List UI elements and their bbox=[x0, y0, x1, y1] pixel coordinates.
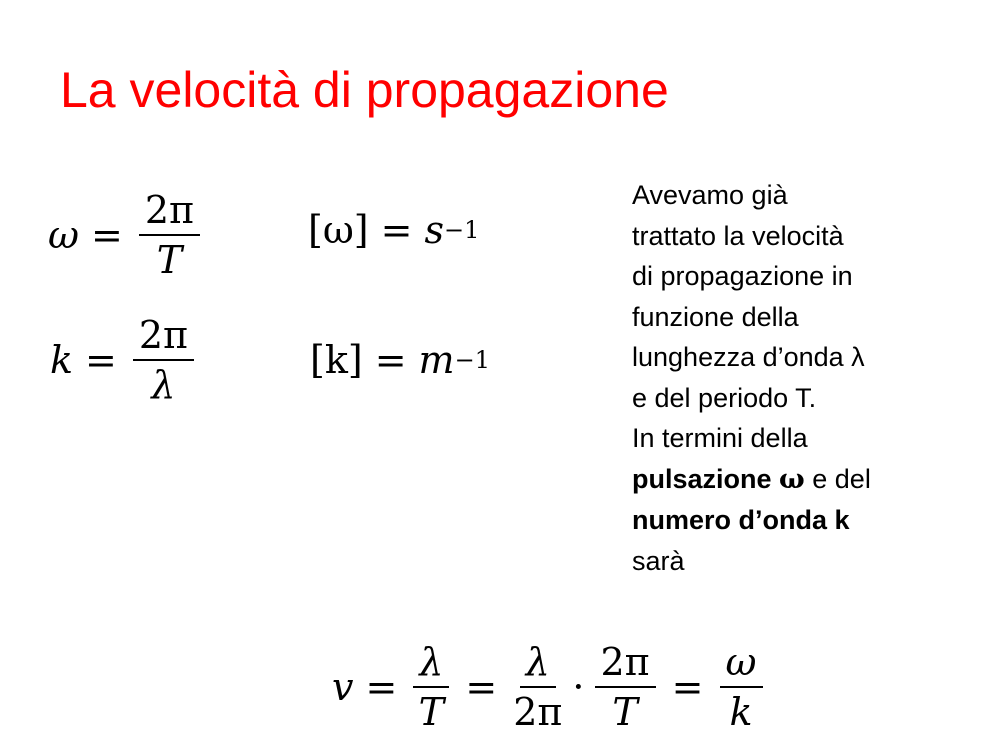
numerator: 2π bbox=[595, 642, 656, 688]
fraction bbox=[720, 642, 763, 732]
wavenumber-term: numero d’onda k bbox=[632, 505, 850, 535]
denominator: 2π bbox=[513, 690, 563, 734]
equals-sign: = bbox=[91, 213, 123, 257]
pulsazione-term: pulsazione bbox=[632, 463, 772, 494]
omega-unit-lhs: [ω] bbox=[308, 208, 369, 252]
k-symbol: k bbox=[50, 338, 74, 382]
omega-bold-symbol: ω bbox=[779, 463, 805, 495]
omega-symbol: ω bbox=[48, 213, 79, 257]
equals-sign: = bbox=[380, 208, 413, 252]
equals-sign: = bbox=[374, 338, 407, 382]
fraction bbox=[513, 642, 562, 732]
note-line: e del periodo T. bbox=[632, 382, 817, 413]
note-line: di propagazione in bbox=[632, 261, 853, 291]
dot-operator: · bbox=[572, 665, 585, 709]
fraction bbox=[133, 315, 194, 405]
note-line bbox=[632, 500, 932, 541]
note-text: e del bbox=[804, 463, 871, 494]
numerator: λ bbox=[413, 642, 449, 688]
unit-exponent: −1 bbox=[444, 216, 480, 244]
unit-base: s bbox=[424, 208, 444, 252]
denominator: k bbox=[729, 690, 753, 734]
note-line: funzione della bbox=[632, 301, 799, 332]
numerator: ω bbox=[720, 642, 763, 688]
note-line: sarà bbox=[632, 545, 685, 576]
equals-sign: = bbox=[671, 665, 704, 709]
denominator: T bbox=[156, 238, 183, 282]
note-line: In termini della bbox=[632, 423, 808, 453]
unit-exponent: −1 bbox=[454, 346, 490, 374]
note-line: trattato la velocità bbox=[632, 220, 844, 251]
numerator: 2π bbox=[133, 315, 194, 361]
numerator: λ bbox=[520, 642, 556, 688]
note-line: lunghezza d’onda λ bbox=[632, 342, 865, 372]
equals-sign: = bbox=[465, 665, 498, 709]
unit-base: m bbox=[418, 338, 455, 382]
omega-definition-formula bbox=[48, 190, 204, 280]
omega-unit-formula bbox=[308, 208, 479, 252]
equals-sign: = bbox=[365, 665, 398, 709]
k-definition-formula bbox=[50, 315, 198, 405]
fraction bbox=[413, 642, 449, 732]
equals-sign: = bbox=[85, 338, 117, 382]
velocity-formula bbox=[332, 642, 767, 732]
denominator: T bbox=[418, 690, 445, 734]
slide-title: La velocità di propagazione bbox=[60, 62, 669, 118]
note-line bbox=[632, 459, 932, 501]
note-line: Avevamo già bbox=[632, 180, 788, 210]
numerator: 2π bbox=[139, 190, 200, 236]
k-unit-formula bbox=[310, 338, 490, 382]
fraction bbox=[139, 190, 200, 280]
denominator: T bbox=[612, 690, 638, 734]
velocity-symbol: v bbox=[332, 665, 354, 709]
fraction bbox=[595, 642, 656, 732]
denominator: λ bbox=[151, 363, 176, 407]
explanation-text bbox=[632, 175, 932, 581]
k-unit-lhs: [k] bbox=[310, 338, 363, 382]
